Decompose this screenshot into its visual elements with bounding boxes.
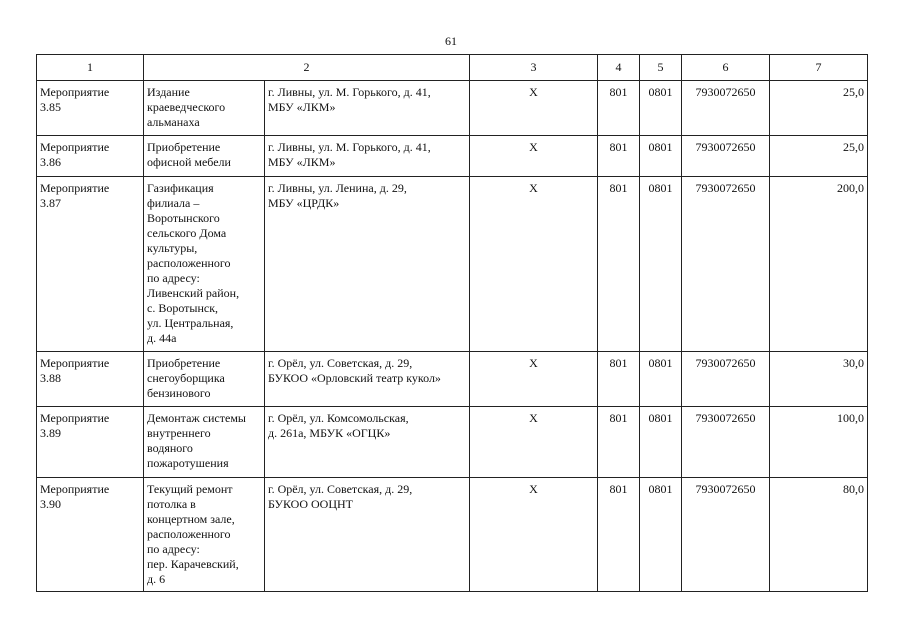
event-name-cell: Приобретение снегоуборщика бензинового	[144, 352, 265, 407]
col3-cell: Х	[470, 136, 598, 177]
col6-cell: 7930072650	[682, 352, 770, 407]
amount-cell: 25,0	[770, 136, 868, 177]
amount-cell: 200,0	[770, 177, 868, 352]
col5-cell: 0801	[640, 177, 682, 352]
col5-cell: 0801	[640, 478, 682, 592]
header-cell-3: 3	[470, 55, 598, 81]
event-name-cell: Издание краеведческого альманаха	[144, 81, 265, 136]
event-id-cell: Мероприятие 3.87	[37, 177, 144, 352]
col5-cell: 0801	[640, 407, 682, 478]
address-cell: г. Ливны, ул. М. Горького, д. 41, МБУ «ЛКМ»	[265, 81, 470, 136]
col3-cell: Х	[470, 81, 598, 136]
col4-cell: 801	[598, 352, 640, 407]
budget-table	[36, 54, 868, 592]
table-row	[37, 478, 868, 592]
header-cell-1: 1	[37, 55, 144, 81]
col6-cell: 7930072650	[682, 136, 770, 177]
col6-cell: 7930072650	[682, 81, 770, 136]
address-cell: г. Орёл, ул. Советская, д. 29, БУКОО ООЦНТ	[265, 478, 470, 592]
address-cell: г. Орёл, ул. Комсомольская, д. 261а, МБУК «ОГЦК»	[265, 407, 470, 478]
header-cell-4: 4	[598, 55, 640, 81]
col3-cell: Х	[470, 177, 598, 352]
event-id-cell: Мероприятие 3.90	[37, 478, 144, 592]
amount-cell: 30,0	[770, 352, 868, 407]
address-cell: г. Орёл, ул. Советская, д. 29, БУКОО «Орловский театр кукол»	[265, 352, 470, 407]
event-name-cell: Приобретение офисной мебели	[144, 136, 265, 177]
event-id-cell: Мероприятие 3.88	[37, 352, 144, 407]
col6-cell: 7930072650	[682, 407, 770, 478]
table-row	[37, 352, 868, 407]
table-row	[37, 136, 868, 177]
address-cell: г. Ливны, ул. М. Горького, д. 41, МБУ «ЛКМ»	[265, 136, 470, 177]
event-name-cell: Газификация филиала – Воротынского сельского Дома культуры, расположенного по адресу: Ливенский район, с. Воротынск, ул. Центральная, д. 44а	[144, 177, 265, 352]
table-row	[37, 81, 868, 136]
table-row	[37, 177, 868, 352]
header-cell-5: 5	[640, 55, 682, 81]
col5-cell: 0801	[640, 352, 682, 407]
event-name-cell: Текущий ремонт потолка в концертном зале, расположенного по адресу: пер. Карачевский, д. 6	[144, 478, 265, 592]
col4-cell: 801	[598, 81, 640, 136]
header-cell-6: 6	[682, 55, 770, 81]
col5-cell: 0801	[640, 81, 682, 136]
amount-cell: 25,0	[770, 81, 868, 136]
col3-cell: Х	[470, 478, 598, 592]
col3-cell: Х	[470, 407, 598, 478]
event-id-cell: Мероприятие 3.86	[37, 136, 144, 177]
event-id-cell: Мероприятие 3.85	[37, 81, 144, 136]
header-cell-2: 2	[144, 55, 470, 81]
col6-cell: 7930072650	[682, 478, 770, 592]
col4-cell: 801	[598, 407, 640, 478]
col4-cell: 801	[598, 478, 640, 592]
col4-cell: 801	[598, 177, 640, 352]
header-cell-7: 7	[770, 55, 868, 81]
table-header-row	[37, 55, 868, 81]
address-cell: г. Ливны, ул. Ленина, д. 29, МБУ «ЦРДК»	[265, 177, 470, 352]
col6-cell: 7930072650	[682, 177, 770, 352]
event-name-cell: Демонтаж системы внутреннего водяного пожаротушения	[144, 407, 265, 478]
event-id-cell: Мероприятие 3.89	[37, 407, 144, 478]
amount-cell: 80,0	[770, 478, 868, 592]
amount-cell: 100,0	[770, 407, 868, 478]
col5-cell: 0801	[640, 136, 682, 177]
col4-cell: 801	[598, 136, 640, 177]
col3-cell: Х	[470, 352, 598, 407]
table-row	[37, 407, 868, 478]
page-number: 61	[445, 34, 457, 48]
